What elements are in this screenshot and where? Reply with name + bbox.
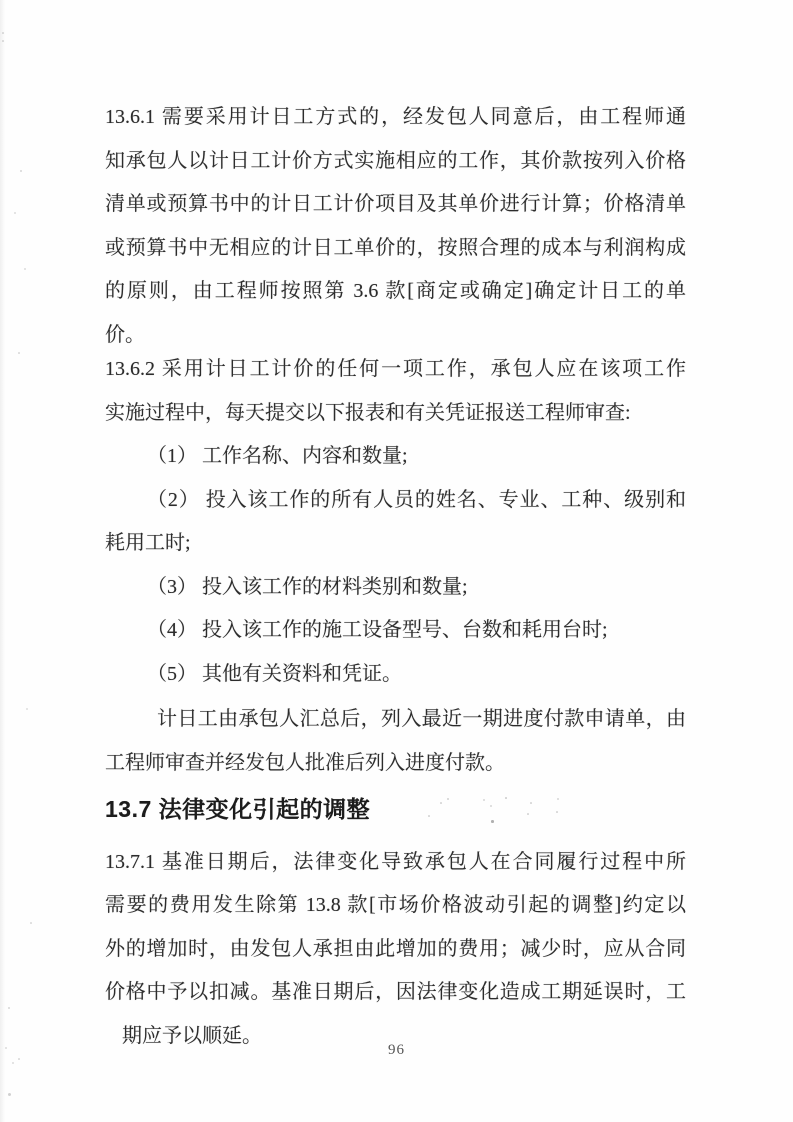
text-line: 计日工由承包人汇总后，列入最近一期进度付款申请单，由 (157, 708, 686, 730)
text-line: 清单或预算书中的计日工计价项目及其单价进行计算；价格清单 (105, 193, 686, 215)
text-line: 需要的费用发生除第 13.8 款[市场价格波动引起的调整]约定以 (105, 894, 686, 916)
text-line: 知承包人以计日工计价方式实施相应的工作，其价款按列入价格 (105, 149, 686, 172)
scan-speck (20, 170, 22, 172)
text-line: 价格中予以扣减。基准日期后，因法律变化造成工期延误时，工 (105, 981, 686, 1003)
text-line: 外的增加时，由发包人承担由此增加的费用；减少时，应从合同 (105, 937, 686, 960)
text-line: （5） 其他有关资料和凭证。 (147, 662, 402, 685)
text-line: 13.7.1 基准日期后，法律变化导致承包人在合同履行过程中所 (105, 850, 686, 873)
text-line: 13.7 法律变化引起的调整 (105, 796, 371, 822)
scan-speck (14, 212, 16, 214)
list-item-1 (105, 435, 686, 479)
text-line: 13.6.2 采用计日工计价的任何一项工作，承包人应在该项工作 (105, 358, 686, 380)
scan-speck (8, 1007, 10, 1009)
page-content (105, 0, 686, 1058)
scan-speck (18, 352, 20, 354)
list-item-2 (105, 479, 686, 566)
list-item-5 (105, 653, 686, 697)
text-line: 工程师审查并经发包人批准后列入进度付款。 (105, 751, 505, 774)
text-line: 实施过程中，每天提交以下报表和有关凭证报送工程师审查: (105, 401, 631, 424)
clause-13-7-1 (105, 841, 686, 1059)
clause-13-6-2-closing (105, 698, 686, 785)
scan-speck (26, 708, 28, 710)
list-item-3 (105, 566, 686, 610)
text-line: 13.6.1 需要采用计日工方式的，经发包人同意后，由工程师通 (105, 106, 686, 128)
text-line: 耗用工时; (105, 532, 191, 554)
scan-speck (30, 922, 32, 924)
text-line: 的原则，由工程师按照第 3.6 款[商定或确定]确定计日工的单 (105, 280, 686, 302)
list-item-4 (105, 609, 686, 653)
text-line: （1） 工作名称、内容和数量; (147, 445, 408, 467)
scan-speck (8, 1093, 11, 1096)
clause-13-6-2 (105, 348, 686, 435)
text-line: 或预算书中无相应的计日工单价的，按照合理的成本与利润构成 (105, 236, 686, 259)
text-line: 期应予以顺延。 (122, 1024, 262, 1047)
scan-speck (12, 1062, 14, 1064)
text-line: 价。 (105, 323, 145, 346)
page-number: 96 (388, 1042, 405, 1058)
clause-13-6-1 (105, 96, 686, 357)
text-line: （4） 投入该工作的施工设备型号、台数和耗用台时; (147, 619, 608, 641)
text-line: （2） 投入该工作的所有人员的姓名、专业、工种、级别和 (147, 488, 686, 511)
text-line: （3） 投入该工作的材料类别和数量; (147, 575, 468, 598)
scan-edge-shadow (0, 0, 5, 1122)
section-heading-13-7 (105, 788, 686, 832)
scan-speck (24, 268, 26, 270)
